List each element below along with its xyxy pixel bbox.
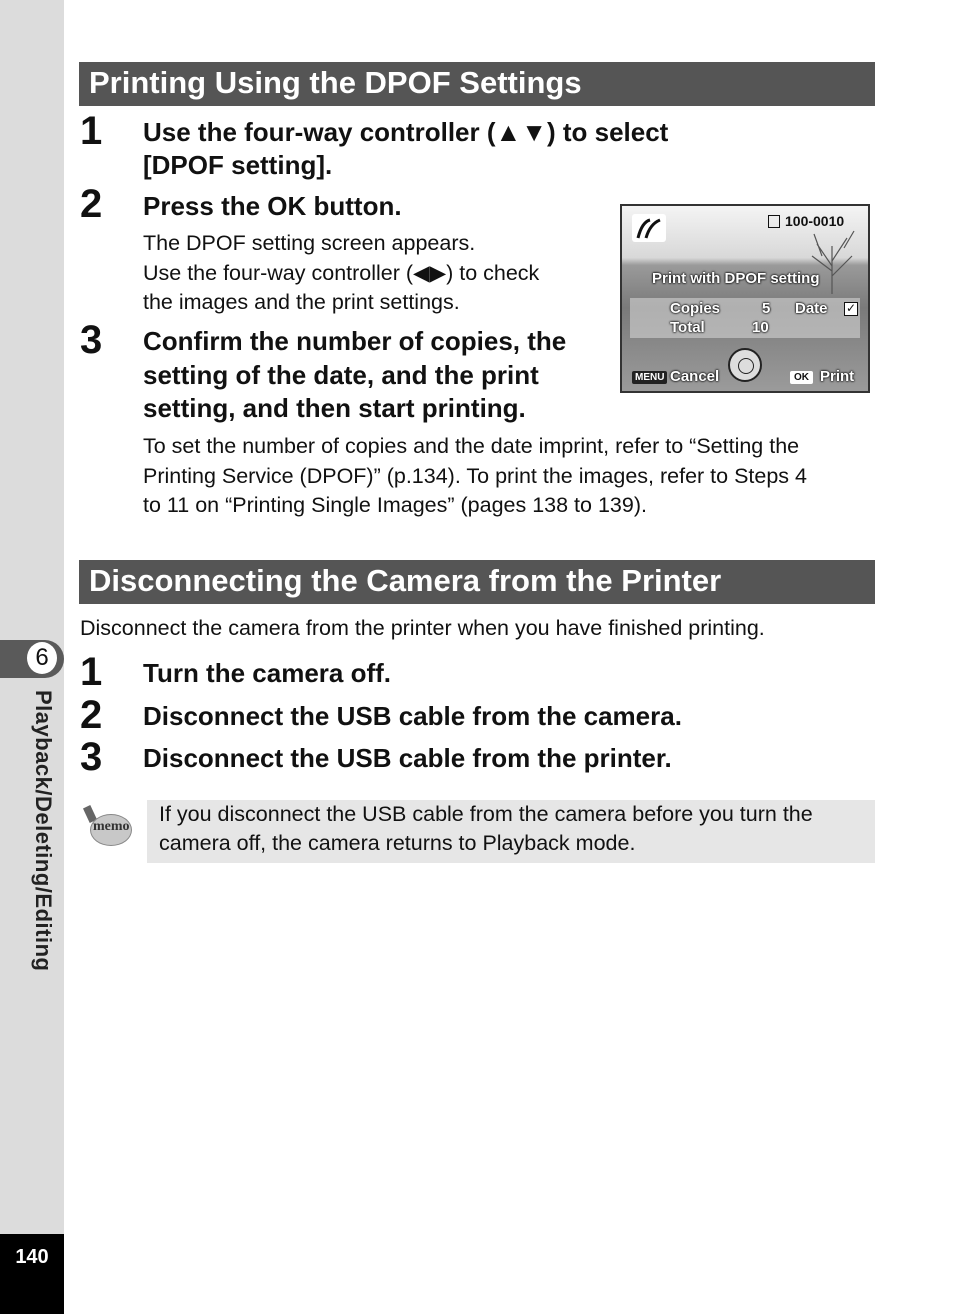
step-title: Disconnect the USB cable from the camera. bbox=[143, 701, 682, 731]
step-title-line: [DPOF setting]. bbox=[143, 150, 333, 180]
page-number: 140 bbox=[0, 1234, 64, 1314]
step-body bbox=[143, 229, 539, 318]
copies-value: 5 bbox=[762, 300, 771, 317]
dpof-screen-title: Print with DPOF setting bbox=[652, 270, 820, 287]
step-number: 1 bbox=[80, 109, 103, 153]
camera-screen-illustration bbox=[620, 204, 870, 393]
section-intro: Disconnect the camera from the printer when you have finished printing. bbox=[80, 616, 765, 640]
copies-label: Copies bbox=[670, 300, 721, 317]
step-title-line: setting, and then start printing. bbox=[143, 393, 526, 423]
step-number: 1 bbox=[80, 650, 103, 694]
memo-line: If you disconnect the USB cable from the camera before you turn the bbox=[159, 802, 813, 826]
step-number: 2 bbox=[80, 693, 103, 737]
total-label: Total bbox=[670, 319, 705, 336]
step-number: 3 bbox=[80, 735, 103, 779]
body-line: the images and the print settings. bbox=[143, 290, 460, 314]
cancel-label: Cancel bbox=[670, 368, 720, 385]
memo-line: camera off, the camera returns to Playback mode. bbox=[159, 831, 636, 855]
menu-badge: MENU bbox=[632, 371, 667, 384]
playback-mode-icon bbox=[632, 214, 666, 242]
section-heading-disconnect: Disconnecting the Camera from the Printer bbox=[79, 560, 875, 604]
step-title: Turn the camera off. bbox=[143, 658, 392, 688]
memo-icon-text: memo bbox=[93, 819, 130, 834]
print-label: Print bbox=[820, 368, 855, 385]
body-line: Printing Service (DPOF)” (p.134). To print the images, refer to Steps 4 bbox=[143, 463, 807, 488]
step-title: Press the OK button. bbox=[143, 191, 402, 221]
step-title bbox=[143, 325, 566, 426]
four-way-controller-icon bbox=[728, 348, 762, 382]
ok-badge: OK bbox=[790, 371, 813, 384]
step-title-line: Use the four-way controller (▲▼) to select bbox=[143, 117, 669, 147]
chapter-number: 6 bbox=[27, 642, 57, 674]
step-title-line: setting of the date, and the print bbox=[143, 359, 539, 390]
step-title-line: Confirm the number of copies, the bbox=[143, 326, 567, 356]
folder-icon bbox=[768, 215, 780, 228]
body-line: to 11 on “Printing Single Images” (pages 138 to 139). bbox=[143, 493, 647, 517]
date-checkbox-icon: ✓ bbox=[845, 301, 857, 315]
body-line: To set the number of copies and the date imprint, refer to “Setting the bbox=[143, 434, 800, 458]
body-line: Use the four-way controller (◀▶) to check bbox=[143, 260, 540, 285]
memo-note bbox=[147, 800, 875, 863]
step-number: 3 bbox=[80, 318, 103, 362]
step-body bbox=[143, 432, 807, 521]
memo-icon bbox=[86, 806, 130, 846]
body-line: The DPOF setting screen appears. bbox=[143, 231, 476, 255]
section-heading-dpof: Printing Using the DPOF Settings bbox=[79, 62, 875, 106]
total-value: 10 bbox=[752, 319, 769, 336]
step-number: 2 bbox=[80, 182, 103, 226]
date-label: Date bbox=[795, 300, 828, 317]
step-title bbox=[143, 116, 668, 182]
file-number: 100-0010 bbox=[785, 213, 845, 229]
step-title: Disconnect the USB cable from the printer. bbox=[143, 743, 672, 773]
chapter-label: Playback/Deleting/Editing bbox=[31, 690, 56, 972]
